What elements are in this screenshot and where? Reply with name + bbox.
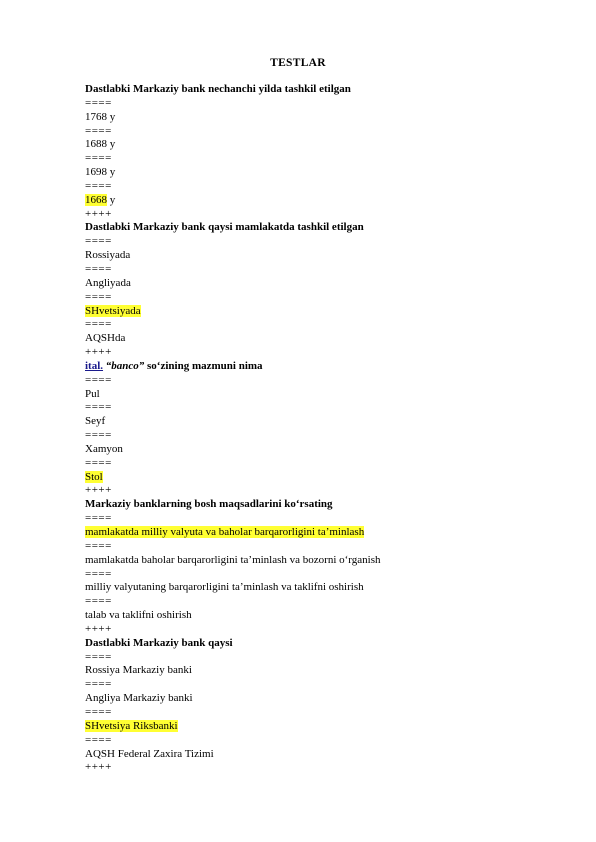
option-separator: ==== — [85, 733, 112, 746]
option-separator: ==== — [85, 235, 112, 248]
answer-option — [85, 166, 525, 180]
question-text — [85, 221, 525, 235]
answer-text: mamlakatda baholar barqarorligini ta’minlash va bozorni o‘rganish — [85, 553, 381, 566]
answer-text: Pul — [85, 387, 100, 400]
answer-text: AQSHda — [85, 332, 126, 345]
answer-option — [85, 138, 525, 152]
option-separator: ==== — [85, 650, 112, 663]
question-link[interactable]: ital. — [85, 359, 104, 372]
option-separator: ==== — [85, 124, 112, 137]
answer-text: 1768 y — [85, 110, 116, 123]
answer-text: Angliyada — [85, 276, 131, 289]
answer-text: Rossiya Markaziy banki — [85, 664, 192, 677]
question-text — [85, 637, 525, 651]
option-separator: ==== — [85, 373, 112, 386]
option-separator: ==== — [85, 290, 112, 303]
answer-option-correct — [85, 720, 525, 734]
answer-option — [85, 388, 525, 402]
question-end-separator: ++++ — [85, 622, 112, 635]
question-label: Dastlabki Markaziy bank nechanchi yilda tashkil etilgan — [85, 83, 351, 95]
option-separator: ==== — [85, 318, 112, 331]
answer-text: Seyf — [85, 415, 106, 428]
answer-option — [85, 443, 525, 457]
answer-option-correct — [85, 305, 525, 319]
question-label: Dastlabki Markaziy bank qaysi — [85, 636, 233, 649]
question-end-separator: ++++ — [85, 346, 112, 359]
answer-option-correct — [85, 471, 525, 485]
answer-option — [85, 748, 525, 762]
option-separator: ==== — [85, 179, 112, 192]
answer-text: Angliya Markaziy banki — [85, 692, 193, 705]
answer-option — [85, 249, 525, 263]
option-separator: ==== — [85, 456, 112, 469]
page-title: TESTLAR — [270, 57, 326, 69]
question-end-separator: ++++ — [85, 207, 112, 220]
option-separator: ==== — [85, 429, 112, 442]
answer-option — [85, 609, 525, 623]
answer-text: 1668 — [85, 193, 107, 206]
test-content — [85, 83, 525, 775]
option-separator: ==== — [85, 401, 112, 414]
answer-text: milliy valyutaning barqarorligini ta’minlash va taklifni oshirish — [85, 581, 364, 594]
question-text — [85, 83, 525, 97]
question-quote: “banco” — [103, 359, 145, 372]
answer-option — [85, 554, 525, 568]
answer-option — [85, 277, 525, 291]
question-label: Dastlabki Markaziy bank qaysi mamlakatda tashkil etilgan — [85, 221, 364, 234]
option-separator: ==== — [85, 595, 112, 608]
question-label: Markaziy banklarning bosh maqsadlarini ko‘rsating — [85, 498, 333, 511]
answer-option — [85, 415, 525, 429]
question-text — [85, 360, 525, 374]
answer-text: Xamyon — [85, 442, 123, 455]
answer-option — [85, 332, 525, 346]
answer-text: Stol — [85, 470, 103, 483]
option-separator: ==== — [85, 567, 112, 580]
answer-option — [85, 111, 525, 125]
option-separator: ==== — [85, 539, 112, 552]
answer-text: mamlakatda milliy valyuta va baholar barqarorligini ta’minlash — [85, 526, 365, 538]
answer-text: Rossiyada — [85, 249, 131, 262]
answer-suffix: y — [107, 193, 116, 206]
option-separator: ==== — [85, 678, 112, 691]
answer-option — [85, 664, 525, 678]
answer-text: AQSH Federal Zaxira Tizimi — [85, 747, 214, 760]
option-separator: ==== — [85, 262, 112, 275]
answer-text: SHvetsiya Riksbanki — [85, 719, 178, 732]
answer-text: 1688 y — [85, 138, 116, 151]
option-separator: ==== — [85, 152, 112, 165]
answer-option — [85, 692, 525, 706]
answer-option — [85, 581, 525, 595]
answer-option-correct — [85, 194, 525, 208]
question-text — [85, 498, 525, 512]
answer-option-correct — [85, 526, 525, 540]
question-end-separator: ++++ — [85, 761, 112, 774]
option-separator: ==== — [85, 705, 112, 718]
answer-text: SHvetsiyada — [85, 304, 141, 317]
answer-text: 1698 y — [85, 166, 116, 179]
answer-text: talab va taklifni oshirish — [85, 609, 192, 622]
question-end-separator: ++++ — [85, 484, 112, 497]
option-separator: ==== — [85, 512, 112, 525]
question-label: so‘zining mazmuni nima — [144, 359, 263, 372]
option-separator: ==== — [85, 96, 112, 109]
